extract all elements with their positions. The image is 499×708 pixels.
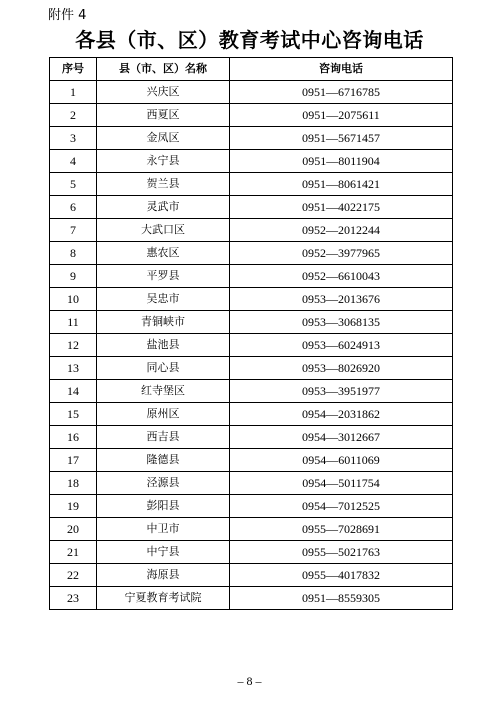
row-index: 10 xyxy=(50,288,97,311)
row-name: 红寺堡区 xyxy=(97,380,230,403)
row-phone: 0955—4017832 xyxy=(230,564,453,587)
table-row xyxy=(50,173,453,196)
row-phone: 0952—2012244 xyxy=(230,219,453,242)
row-phone: 0951—8559305 xyxy=(230,587,453,610)
row-phone: 0952—6610043 xyxy=(230,265,453,288)
table-row xyxy=(50,334,453,357)
row-name: 吴忠市 xyxy=(97,288,230,311)
row-name: 兴庆区 xyxy=(97,81,230,104)
row-phone: 0954—6011069 xyxy=(230,449,453,472)
table-row xyxy=(50,518,453,541)
row-index: 16 xyxy=(50,426,97,449)
row-name: 盐池县 xyxy=(97,334,230,357)
row-index: 19 xyxy=(50,495,97,518)
row-phone: 0951—4022175 xyxy=(230,196,453,219)
row-index: 13 xyxy=(50,357,97,380)
table-row xyxy=(50,587,453,610)
table-row xyxy=(50,127,453,150)
row-index: 14 xyxy=(50,380,97,403)
row-phone: 0951—6716785 xyxy=(230,81,453,104)
row-index: 12 xyxy=(50,334,97,357)
row-phone: 0953—3068135 xyxy=(230,311,453,334)
header-phone: 咨询电话 xyxy=(230,58,453,81)
row-index: 3 xyxy=(50,127,97,150)
row-phone: 0954—5011754 xyxy=(230,472,453,495)
row-name: 西吉县 xyxy=(97,426,230,449)
row-index: 6 xyxy=(50,196,97,219)
row-phone: 0954—2031862 xyxy=(230,403,453,426)
row-name: 泾源县 xyxy=(97,472,230,495)
table-row xyxy=(50,449,453,472)
row-name: 大武口区 xyxy=(97,219,230,242)
row-phone: 0951—8011904 xyxy=(230,150,453,173)
row-phone: 0954—3012667 xyxy=(230,426,453,449)
row-name: 西夏区 xyxy=(97,104,230,127)
table-row xyxy=(50,541,453,564)
row-name: 金凤区 xyxy=(97,127,230,150)
header-name: 县（市、区）名称 xyxy=(97,58,230,81)
row-index: 8 xyxy=(50,242,97,265)
row-index: 18 xyxy=(50,472,97,495)
row-name: 同心县 xyxy=(97,357,230,380)
row-name: 惠农区 xyxy=(97,242,230,265)
row-name: 彭阳县 xyxy=(97,495,230,518)
row-phone: 0951—8061421 xyxy=(230,173,453,196)
row-index: 22 xyxy=(50,564,97,587)
table-row xyxy=(50,357,453,380)
contact-table xyxy=(49,57,453,610)
row-phone: 0953—3951977 xyxy=(230,380,453,403)
row-index: 9 xyxy=(50,265,97,288)
table-row xyxy=(50,219,453,242)
row-index: 5 xyxy=(50,173,97,196)
table-header xyxy=(50,58,453,81)
row-name: 青铜峡市 xyxy=(97,311,230,334)
document-title: 各县（市、区）教育考试中心咨询电话 xyxy=(75,28,424,52)
attachment-label: 附件 4 xyxy=(48,8,87,23)
table-row xyxy=(50,104,453,127)
row-name: 贺兰县 xyxy=(97,173,230,196)
row-index: 4 xyxy=(50,150,97,173)
table-row xyxy=(50,242,453,265)
table-row xyxy=(50,472,453,495)
table-row xyxy=(50,311,453,334)
row-name: 平罗县 xyxy=(97,265,230,288)
row-index: 11 xyxy=(50,311,97,334)
row-index: 15 xyxy=(50,403,97,426)
header-row xyxy=(50,58,453,81)
header-index: 序号 xyxy=(50,58,97,81)
row-phone: 0951—2075611 xyxy=(230,104,453,127)
row-index: 1 xyxy=(50,81,97,104)
table-row xyxy=(50,288,453,311)
row-index: 20 xyxy=(50,518,97,541)
row-name: 原州区 xyxy=(97,403,230,426)
table-row xyxy=(50,426,453,449)
row-name: 永宁县 xyxy=(97,150,230,173)
table-body xyxy=(50,81,453,610)
table-row xyxy=(50,150,453,173)
row-index: 23 xyxy=(50,587,97,610)
table-row xyxy=(50,81,453,104)
row-phone: 0953—8026920 xyxy=(230,357,453,380)
row-name: 宁夏教育考试院 xyxy=(97,587,230,610)
table-row xyxy=(50,495,453,518)
row-name: 中卫市 xyxy=(97,518,230,541)
row-name: 海原县 xyxy=(97,564,230,587)
table-row xyxy=(50,564,453,587)
row-phone: 0954—7012525 xyxy=(230,495,453,518)
row-index: 2 xyxy=(50,104,97,127)
row-phone: 0953—2013676 xyxy=(230,288,453,311)
row-index: 21 xyxy=(50,541,97,564)
row-phone: 0953—6024913 xyxy=(230,334,453,357)
row-phone: 0955—7028691 xyxy=(230,518,453,541)
page-number: – 8 – xyxy=(237,674,262,688)
row-phone: 0951—5671457 xyxy=(230,127,453,150)
row-name: 中宁县 xyxy=(97,541,230,564)
row-name: 灵武市 xyxy=(97,196,230,219)
row-name: 隆德县 xyxy=(97,449,230,472)
row-phone: 0955—5021763 xyxy=(230,541,453,564)
table-row xyxy=(50,196,453,219)
row-phone: 0952—3977965 xyxy=(230,242,453,265)
row-index: 17 xyxy=(50,449,97,472)
row-index: 7 xyxy=(50,219,97,242)
table-row xyxy=(50,403,453,426)
table-row xyxy=(50,265,453,288)
table-row xyxy=(50,380,453,403)
